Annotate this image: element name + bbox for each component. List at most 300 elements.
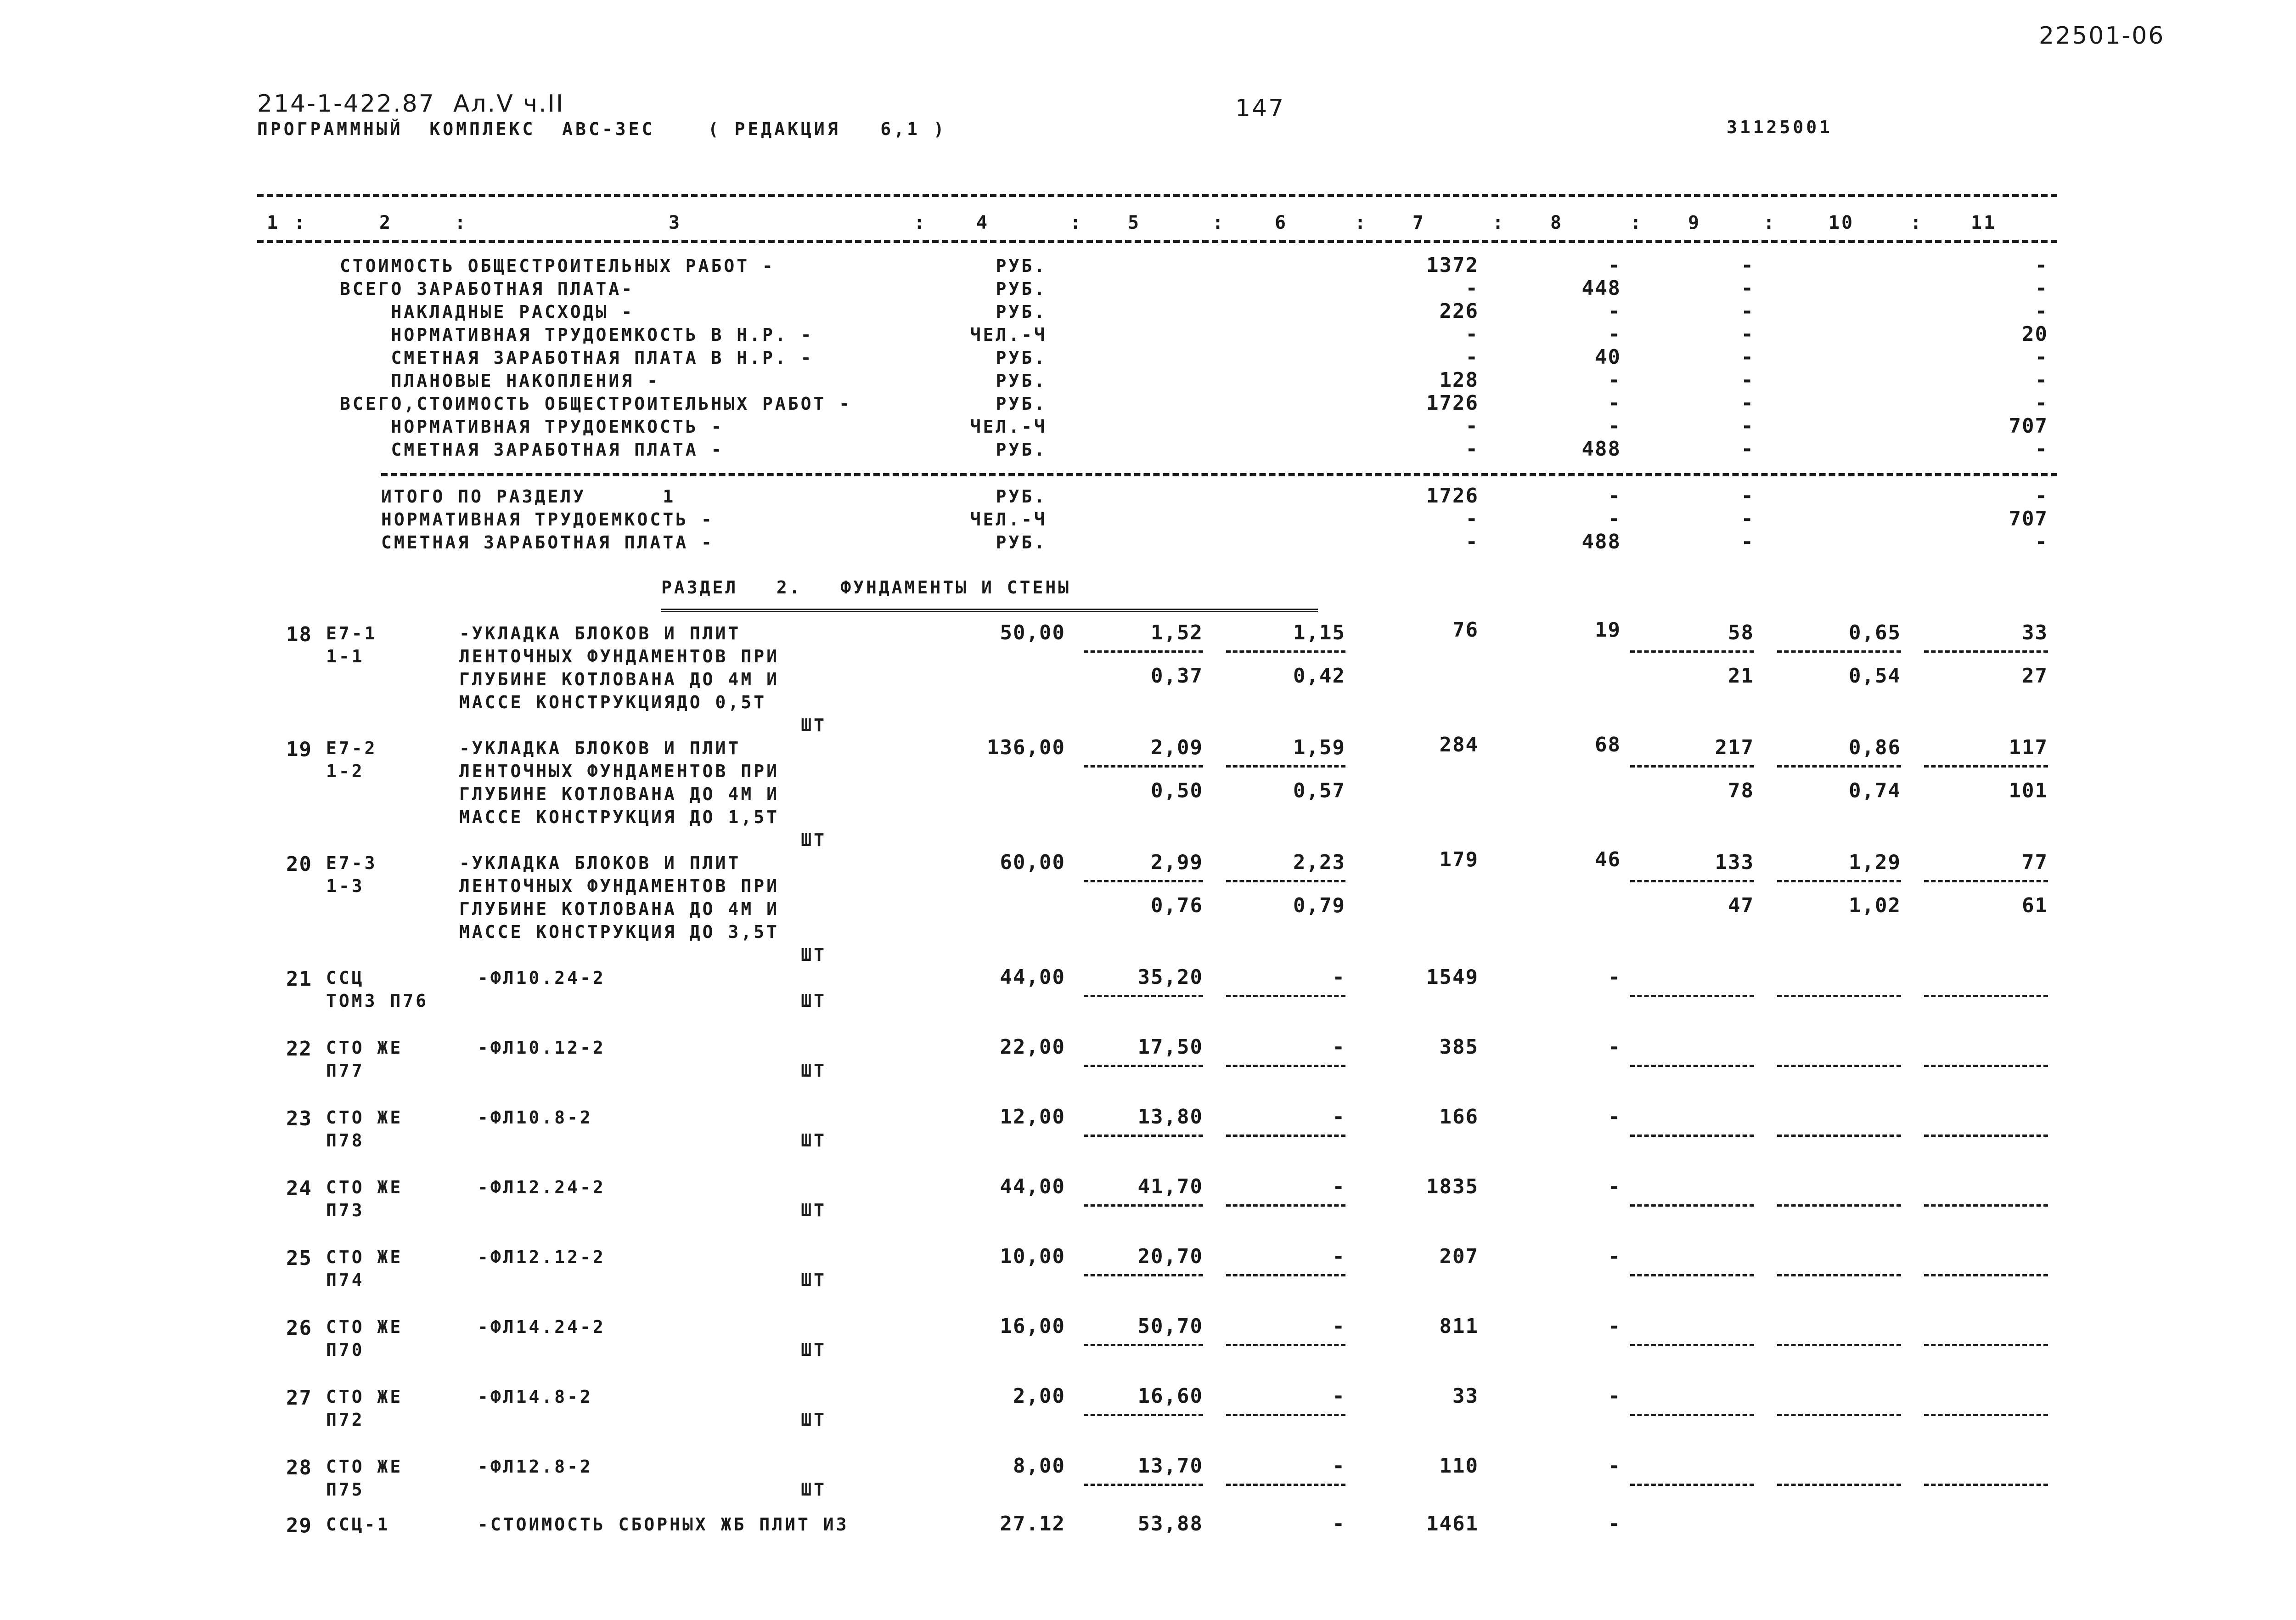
cost-divider bbox=[1226, 995, 1345, 997]
item-unit-wage: - bbox=[1332, 1245, 1345, 1268]
program-title: ПРОГРАММНЫЙ КОМПЛЕКС АВС-3ЕС ( РЕДАКЦИЯ 6,1 ) bbox=[257, 119, 947, 139]
item-code-line2: 1-2 bbox=[326, 761, 365, 781]
column-number-11: 11 bbox=[1970, 212, 1997, 233]
item-number: 18 bbox=[286, 623, 312, 646]
item-code-line2: П77 bbox=[326, 1061, 365, 1081]
item-description-line: МАССЕ КОНСТРУКЦИЯДО 0,5Т bbox=[459, 692, 767, 712]
summary-col9: - bbox=[1741, 484, 1754, 508]
cost-divider bbox=[1226, 1414, 1345, 1416]
item-quantity: 50,00 bbox=[1000, 621, 1065, 644]
item-code-line2: П70 bbox=[326, 1340, 365, 1360]
item-unit-cost: 2,09 bbox=[1151, 736, 1203, 759]
item-labor: 0,86 bbox=[1849, 736, 1901, 759]
column-separator: : bbox=[1910, 212, 1924, 233]
item-code: ССЦ bbox=[326, 968, 365, 988]
item-code: Е7-3 bbox=[326, 853, 377, 873]
item-description-line: МАССЕ КОНСТРУКЦИЯ ДО 1,5Т bbox=[459, 807, 779, 827]
item-total-cost: 1461 bbox=[1426, 1512, 1479, 1535]
summary-col7: 226 bbox=[1439, 299, 1479, 323]
summary-label: НАКЛАДНЫЕ РАСХОДЫ - bbox=[340, 302, 635, 322]
summary-unit: ЧЕЛ.-Ч bbox=[970, 325, 1047, 345]
table-header-rule bbox=[257, 240, 2057, 243]
summary-col9: - bbox=[1741, 368, 1754, 392]
item-total-wage: - bbox=[1608, 1512, 1621, 1535]
column-number-10: 10 bbox=[1828, 212, 1855, 233]
item-unit: ШТ bbox=[801, 1061, 827, 1081]
summary-col7: - bbox=[1465, 345, 1479, 369]
item-description-line: ЛЕНТОЧНЫХ ФУНДАМЕНТОВ ПРИ bbox=[459, 876, 779, 896]
item-number: 25 bbox=[286, 1247, 312, 1270]
section-title-underline bbox=[661, 609, 1318, 614]
summary-col9: - bbox=[1741, 530, 1754, 553]
column-separator: : bbox=[1630, 212, 1643, 233]
item-machine-total: 58 bbox=[1728, 621, 1754, 644]
item-unit-cost: 1,52 bbox=[1151, 621, 1203, 644]
item-description: -ФЛ10.24-2 bbox=[478, 968, 606, 988]
item-description: -СТОИМОСТЬ СБОРНЫХ ЖБ ПЛИТ ИЗ bbox=[478, 1514, 849, 1535]
summary-col11: - bbox=[2035, 254, 2048, 277]
item-description-line: ЛЕНТОЧНЫХ ФУНДАМЕНТОВ ПРИ bbox=[459, 761, 779, 781]
page-number: 147 bbox=[1235, 95, 1285, 122]
item-unit: ШТ bbox=[801, 1270, 827, 1290]
machine-divider bbox=[1924, 1274, 2048, 1276]
summary-col11: 707 bbox=[2009, 507, 2048, 531]
machine-divider bbox=[1777, 1204, 1901, 1207]
machine-divider bbox=[1777, 1344, 1901, 1346]
item-quantity: 16,00 bbox=[1000, 1315, 1065, 1338]
item-unit: ШТ bbox=[801, 1130, 827, 1151]
item-unit-wage: - bbox=[1332, 1175, 1345, 1198]
item-code-line2: П74 bbox=[326, 1270, 365, 1290]
item-description-line: ГЛУБИНЕ КОТЛОВАНА ДО 4М И bbox=[459, 784, 779, 804]
item-code-line2: П75 bbox=[326, 1479, 365, 1500]
item-number: 28 bbox=[286, 1456, 312, 1479]
handwritten-id: 214-1-422.87 Ал.V ч.II bbox=[257, 90, 565, 118]
summary-col8: - bbox=[1608, 414, 1621, 438]
item-unit: ШТ bbox=[801, 991, 827, 1011]
item-machine-wage: 0,57 bbox=[1293, 779, 1345, 802]
item-machine-labor: 0,74 bbox=[1849, 779, 1901, 802]
summary-col9: - bbox=[1741, 345, 1754, 369]
item-total-cost: 76 bbox=[1452, 618, 1479, 642]
machine-divider bbox=[1777, 765, 1901, 768]
machine-divider bbox=[1630, 650, 1754, 653]
summary-label: СМЕТНАЯ ЗАРАБОТНАЯ ПЛАТА В Н.Р. - bbox=[340, 348, 814, 368]
summary-col7: 1726 bbox=[1426, 484, 1479, 508]
item-description-line: ЛЕНТОЧНЫХ ФУНДАМЕНТОВ ПРИ bbox=[459, 646, 779, 666]
item-unit-cost: 41,70 bbox=[1137, 1175, 1203, 1198]
summary-col11: - bbox=[2035, 484, 2048, 508]
item-unit-wage: 1,15 bbox=[1293, 621, 1345, 644]
item-labor-total: 33 bbox=[2022, 621, 2048, 644]
summary-col8: 488 bbox=[1581, 437, 1621, 461]
summary-col11: - bbox=[2035, 530, 2048, 553]
summary-col8: - bbox=[1608, 484, 1621, 508]
cost-divider bbox=[1084, 1484, 1203, 1486]
machine-divider bbox=[1924, 1065, 2048, 1067]
item-unit-wage: 1,59 bbox=[1293, 736, 1345, 759]
item-code: СТО ЖЕ bbox=[326, 1387, 403, 1407]
cost-divider bbox=[1084, 1414, 1203, 1416]
summary-col9: - bbox=[1741, 277, 1754, 300]
item-unit-cost: 13,70 bbox=[1137, 1454, 1203, 1478]
summary-label: СМЕТНАЯ ЗАРАБОТНАЯ ПЛАТА - bbox=[381, 532, 714, 553]
summary-label: ВСЕГО ЗАРАБОТНАЯ ПЛАТА- bbox=[340, 279, 635, 299]
item-quantity: 44,00 bbox=[1000, 965, 1065, 989]
item-machine-labor-total: 101 bbox=[2009, 779, 2048, 802]
summary-unit: РУБ. bbox=[996, 394, 1047, 414]
item-quantity: 27.12 bbox=[1000, 1512, 1065, 1535]
summary-col8: 448 bbox=[1581, 277, 1621, 300]
column-separator: : bbox=[1355, 212, 1368, 233]
machine-divider bbox=[1924, 1204, 2048, 1207]
item-description-line: ГЛУБИНЕ КОТЛОВАНА ДО 4М И bbox=[459, 899, 779, 919]
cost-divider bbox=[1226, 1344, 1345, 1346]
column-separator: : bbox=[294, 212, 307, 233]
table-top-rule bbox=[257, 194, 2057, 197]
item-labor: 0,65 bbox=[1849, 621, 1901, 644]
column-number-9: 9 bbox=[1688, 212, 1701, 233]
item-total-cost: 166 bbox=[1439, 1105, 1479, 1129]
summary-col7: - bbox=[1465, 277, 1479, 300]
machine-divider bbox=[1777, 995, 1901, 997]
item-description-line: -УКЛАДКА БЛОКОВ И ПЛИТ bbox=[459, 853, 741, 873]
column-number-3: 3 bbox=[668, 212, 682, 233]
summary-col11: - bbox=[2035, 345, 2048, 369]
summary-col7: 1726 bbox=[1426, 391, 1479, 415]
summary-col8: - bbox=[1608, 391, 1621, 415]
summary-col7: - bbox=[1465, 414, 1479, 438]
item-number: 26 bbox=[286, 1316, 312, 1340]
item-total-cost: 1549 bbox=[1426, 965, 1479, 989]
item-unit-wage: 2,23 bbox=[1293, 851, 1345, 874]
item-machine-labor: 0,54 bbox=[1849, 664, 1901, 688]
summary-col7: - bbox=[1465, 507, 1479, 531]
summary-label: НОРМАТИВНАЯ ТРУДОЕМКОСТЬ - bbox=[381, 509, 714, 530]
machine-divider bbox=[1630, 1065, 1754, 1067]
item-unit-cost: 35,20 bbox=[1137, 965, 1203, 989]
cost-divider bbox=[1084, 1065, 1203, 1067]
item-machine-labor-total: 27 bbox=[2022, 664, 2048, 688]
item-machine-wage-total: 78 bbox=[1728, 779, 1754, 802]
column-number-1: 1 bbox=[266, 212, 280, 233]
column-number-5: 5 bbox=[1127, 212, 1141, 233]
item-machine-labor: 1,02 bbox=[1849, 894, 1901, 917]
summary-unit: ЧЕЛ.-Ч bbox=[970, 509, 1047, 530]
section-title: РАЗДЕЛ 2. ФУНДАМЕНТЫ И СТЕНЫ bbox=[661, 577, 1071, 598]
summary-col11: - bbox=[2035, 437, 2048, 461]
machine-divider bbox=[1630, 995, 1754, 997]
item-machine-total: 217 bbox=[1715, 736, 1754, 759]
machine-divider bbox=[1630, 880, 1754, 882]
summary-col8: - bbox=[1608, 368, 1621, 392]
cost-divider bbox=[1226, 880, 1345, 882]
item-labor-total: 117 bbox=[2009, 736, 2048, 759]
item-code-line2: 1-1 bbox=[326, 646, 365, 666]
item-description-line: -УКЛАДКА БЛОКОВ И ПЛИТ bbox=[459, 738, 741, 758]
column-number-6: 6 bbox=[1274, 212, 1288, 233]
summary-col8: - bbox=[1608, 322, 1621, 346]
item-number: 21 bbox=[286, 967, 312, 991]
item-code-line2: 1-3 bbox=[326, 876, 365, 896]
item-total-cost: 385 bbox=[1439, 1035, 1479, 1059]
machine-divider bbox=[1630, 765, 1754, 768]
machine-divider bbox=[1777, 1065, 1901, 1067]
cost-divider bbox=[1226, 650, 1345, 653]
item-code-line2: ТОМ3 П76 bbox=[326, 991, 429, 1011]
item-number: 20 bbox=[286, 852, 312, 876]
summary-label: ИТОГО ПО РАЗДЕЛУ 1 bbox=[381, 486, 676, 507]
column-separator: : bbox=[1492, 212, 1506, 233]
item-unit-cost: 16,60 bbox=[1137, 1384, 1203, 1408]
item-unit-cost: 2,99 bbox=[1151, 851, 1203, 874]
summary-col9: - bbox=[1741, 254, 1754, 277]
item-code: СТО ЖЕ bbox=[326, 1107, 403, 1128]
item-number: 27 bbox=[286, 1386, 312, 1410]
summary-col11: 707 bbox=[2009, 414, 2048, 438]
item-code: СТО ЖЕ bbox=[326, 1177, 403, 1197]
item-description-line: -УКЛАДКА БЛОКОВ И ПЛИТ bbox=[459, 623, 741, 643]
column-number-8: 8 bbox=[1550, 212, 1564, 233]
item-code: Е7-2 bbox=[326, 738, 377, 758]
summary-col8: - bbox=[1608, 507, 1621, 531]
item-machine-wage: 0,79 bbox=[1293, 894, 1345, 917]
item-unit: ШТ bbox=[801, 715, 827, 735]
item-total-wage: 46 bbox=[1595, 848, 1621, 871]
summary-unit: РУБ. bbox=[996, 279, 1047, 299]
summary-col9: - bbox=[1741, 414, 1754, 438]
column-separator: : bbox=[914, 212, 927, 233]
item-machine-wage-total: 21 bbox=[1728, 664, 1754, 688]
item-machine-cost: 0,37 bbox=[1151, 664, 1203, 688]
item-unit-wage: - bbox=[1332, 1512, 1345, 1535]
item-total-wage: 68 bbox=[1595, 733, 1621, 756]
machine-divider bbox=[1777, 1484, 1901, 1486]
summary-col8: - bbox=[1608, 254, 1621, 277]
item-machine-wage-total: 47 bbox=[1728, 894, 1754, 917]
item-quantity: 136,00 bbox=[987, 736, 1065, 759]
item-unit-wage: - bbox=[1332, 1105, 1345, 1129]
machine-divider bbox=[1630, 1204, 1754, 1207]
cost-divider bbox=[1226, 1274, 1345, 1276]
cost-divider bbox=[1226, 1065, 1345, 1067]
cost-divider bbox=[1226, 1484, 1345, 1486]
summary-col11: - bbox=[2035, 391, 2048, 415]
item-total-wage: - bbox=[1608, 1105, 1621, 1129]
item-total-wage: - bbox=[1608, 1315, 1621, 1338]
item-unit-wage: - bbox=[1332, 1454, 1345, 1478]
item-unit: ШТ bbox=[801, 1200, 827, 1220]
machine-divider bbox=[1777, 650, 1901, 653]
summary-col8: - bbox=[1608, 299, 1621, 323]
item-description-line: ГЛУБИНЕ КОТЛОВАНА ДО 4М И bbox=[459, 669, 779, 689]
column-number-4: 4 bbox=[976, 212, 990, 233]
summary-unit: РУБ. bbox=[996, 348, 1047, 368]
machine-divider bbox=[1777, 880, 1901, 882]
item-quantity: 8,00 bbox=[1013, 1454, 1065, 1478]
item-number: 23 bbox=[286, 1107, 312, 1130]
machine-divider bbox=[1924, 765, 2048, 768]
cost-divider bbox=[1084, 1204, 1203, 1207]
summary-unit: РУБ. bbox=[996, 256, 1047, 276]
summary-col9: - bbox=[1741, 299, 1754, 323]
item-number: 24 bbox=[286, 1177, 312, 1200]
item-unit: ШТ bbox=[801, 945, 827, 965]
machine-divider bbox=[1924, 880, 2048, 882]
cost-divider bbox=[1084, 650, 1203, 653]
item-total-wage: - bbox=[1608, 1035, 1621, 1059]
summary-col9: - bbox=[1741, 437, 1754, 461]
item-machine-cost: 0,50 bbox=[1151, 779, 1203, 802]
summary-col11: 20 bbox=[2022, 322, 2048, 346]
item-number: 19 bbox=[286, 738, 312, 761]
cost-divider bbox=[1084, 995, 1203, 997]
machine-divider bbox=[1924, 1484, 2048, 1486]
machine-divider bbox=[1630, 1135, 1754, 1137]
summary-col9: - bbox=[1741, 391, 1754, 415]
summary-col7: 1372 bbox=[1426, 254, 1479, 277]
column-separator: : bbox=[1070, 212, 1083, 233]
item-total-wage: - bbox=[1608, 1245, 1621, 1268]
item-unit-cost: 13,80 bbox=[1137, 1105, 1203, 1129]
column-separator: : bbox=[455, 212, 468, 233]
summary-label: ПЛАНОВЫЕ НАКОПЛЕНИЯ - bbox=[340, 371, 660, 391]
item-unit-cost: 20,70 bbox=[1137, 1245, 1203, 1268]
item-quantity: 60,00 bbox=[1000, 851, 1065, 874]
item-total-wage: 19 bbox=[1595, 618, 1621, 642]
item-code-line2: П73 bbox=[326, 1200, 365, 1220]
item-code: Е7-1 bbox=[326, 623, 377, 643]
item-code: ССЦ-1 bbox=[326, 1514, 390, 1535]
column-number-2: 2 bbox=[379, 212, 393, 233]
item-total-cost: 33 bbox=[1452, 1384, 1479, 1408]
item-code: СТО ЖЕ bbox=[326, 1456, 403, 1477]
item-labor: 1,29 bbox=[1849, 851, 1901, 874]
cost-divider bbox=[1084, 1135, 1203, 1137]
summary-unit: РУБ. bbox=[996, 440, 1047, 460]
item-total-cost: 207 bbox=[1439, 1245, 1479, 1268]
machine-divider bbox=[1924, 1344, 2048, 1346]
item-quantity: 44,00 bbox=[1000, 1175, 1065, 1198]
item-total-cost: 1835 bbox=[1426, 1175, 1479, 1198]
item-labor-total: 77 bbox=[2022, 851, 2048, 874]
item-description: -ФЛ10.8-2 bbox=[478, 1107, 593, 1128]
summary-col8: 488 bbox=[1581, 530, 1621, 553]
summary-label: НОРМАТИВНАЯ ТРУДОЕМКОСТЬ - bbox=[340, 417, 724, 437]
item-machine-wage: 0,42 bbox=[1293, 664, 1345, 688]
item-code: СТО ЖЕ bbox=[326, 1038, 403, 1058]
machine-divider bbox=[1924, 1414, 2048, 1416]
item-unit: ШТ bbox=[801, 1479, 827, 1500]
summary-col7: 128 bbox=[1439, 368, 1479, 392]
summary-label: ВСЕГО,СТОИМОСТЬ ОБЩЕСТРОИТЕЛЬНЫХ РАБОТ - bbox=[340, 394, 852, 414]
summary-col8: 40 bbox=[1595, 345, 1621, 369]
item-description: -ФЛ14.8-2 bbox=[478, 1387, 593, 1407]
item-code-line2: П78 bbox=[326, 1130, 365, 1151]
summary-col11: - bbox=[2035, 277, 2048, 300]
item-quantity: 10,00 bbox=[1000, 1245, 1065, 1268]
machine-divider bbox=[1630, 1274, 1754, 1276]
summary-unit: ЧЕЛ.-Ч bbox=[970, 417, 1047, 437]
item-unit-wage: - bbox=[1332, 1384, 1345, 1408]
item-number: 22 bbox=[286, 1037, 312, 1061]
machine-divider bbox=[1630, 1344, 1754, 1346]
machine-divider bbox=[1924, 995, 2048, 997]
machine-divider bbox=[1924, 650, 2048, 653]
cost-divider bbox=[1226, 1135, 1345, 1137]
document-code: 31125001 bbox=[1727, 117, 1833, 137]
summary-label: СМЕТНАЯ ЗАРАБОТНАЯ ПЛАТА - bbox=[340, 440, 724, 460]
item-description: -ФЛ12.24-2 bbox=[478, 1177, 606, 1197]
item-total-cost: 811 bbox=[1439, 1315, 1479, 1338]
corner-code: 22501-06 bbox=[2039, 22, 2165, 50]
item-description: -ФЛ12.8-2 bbox=[478, 1456, 593, 1477]
item-description: -ФЛ14.24-2 bbox=[478, 1317, 606, 1337]
summary-col7: - bbox=[1465, 322, 1479, 346]
item-unit: ШТ bbox=[801, 1340, 827, 1360]
summary-col7: - bbox=[1465, 437, 1479, 461]
column-number-7: 7 bbox=[1412, 212, 1426, 233]
summary-col9: - bbox=[1741, 322, 1754, 346]
machine-divider bbox=[1777, 1274, 1901, 1276]
item-description: -ФЛ12.12-2 bbox=[478, 1247, 606, 1267]
item-machine-total: 133 bbox=[1715, 851, 1754, 874]
item-total-cost: 179 bbox=[1439, 848, 1479, 871]
cost-divider bbox=[1084, 765, 1203, 768]
machine-divider bbox=[1777, 1414, 1901, 1416]
machine-divider bbox=[1924, 1135, 2048, 1137]
item-unit-cost: 50,70 bbox=[1137, 1315, 1203, 1338]
item-unit-wage: - bbox=[1332, 965, 1345, 989]
item-quantity: 2,00 bbox=[1013, 1384, 1065, 1408]
summary-col7: - bbox=[1465, 530, 1479, 553]
item-description-line: МАССЕ КОНСТРУКЦИЯ ДО 3,5Т bbox=[459, 922, 779, 942]
item-unit-cost: 53,88 bbox=[1137, 1512, 1203, 1535]
item-total-wage: - bbox=[1608, 965, 1621, 989]
cost-divider bbox=[1226, 765, 1345, 768]
item-code: СТО ЖЕ bbox=[326, 1247, 403, 1267]
item-total-wage: - bbox=[1608, 1384, 1621, 1408]
item-quantity: 12,00 bbox=[1000, 1105, 1065, 1129]
item-unit-wage: - bbox=[1332, 1315, 1345, 1338]
machine-divider bbox=[1630, 1484, 1754, 1486]
item-total-wage: - bbox=[1608, 1175, 1621, 1198]
summary-col9: - bbox=[1741, 507, 1754, 531]
item-quantity: 22,00 bbox=[1000, 1035, 1065, 1059]
summary-unit: РУБ. bbox=[996, 371, 1047, 391]
cost-divider bbox=[1084, 880, 1203, 882]
item-total-wage: - bbox=[1608, 1454, 1621, 1478]
machine-divider bbox=[1777, 1135, 1901, 1137]
summary-unit: РУБ. bbox=[996, 486, 1047, 507]
machine-divider bbox=[1630, 1414, 1754, 1416]
item-description: -ФЛ10.12-2 bbox=[478, 1038, 606, 1058]
summary-label: СТОИМОСТЬ ОБЩЕСТРОИТЕЛЬНЫХ РАБОТ - bbox=[340, 256, 775, 276]
cost-divider bbox=[1084, 1274, 1203, 1276]
summary-label: НОРМАТИВНАЯ ТРУДОЕМКОСТЬ В Н.Р. - bbox=[340, 325, 814, 345]
summary-unit: РУБ. bbox=[996, 302, 1047, 322]
item-machine-labor-total: 61 bbox=[2022, 894, 2048, 917]
cost-divider bbox=[1084, 1344, 1203, 1346]
item-total-cost: 110 bbox=[1439, 1454, 1479, 1478]
summary-col11: - bbox=[2035, 299, 2048, 323]
item-unit: ШТ bbox=[801, 830, 827, 850]
cost-divider bbox=[1226, 1204, 1345, 1207]
summary-unit: РУБ. bbox=[996, 532, 1047, 553]
summary-rule bbox=[381, 473, 2057, 476]
column-separator: : bbox=[1212, 212, 1226, 233]
item-total-cost: 284 bbox=[1439, 733, 1479, 756]
